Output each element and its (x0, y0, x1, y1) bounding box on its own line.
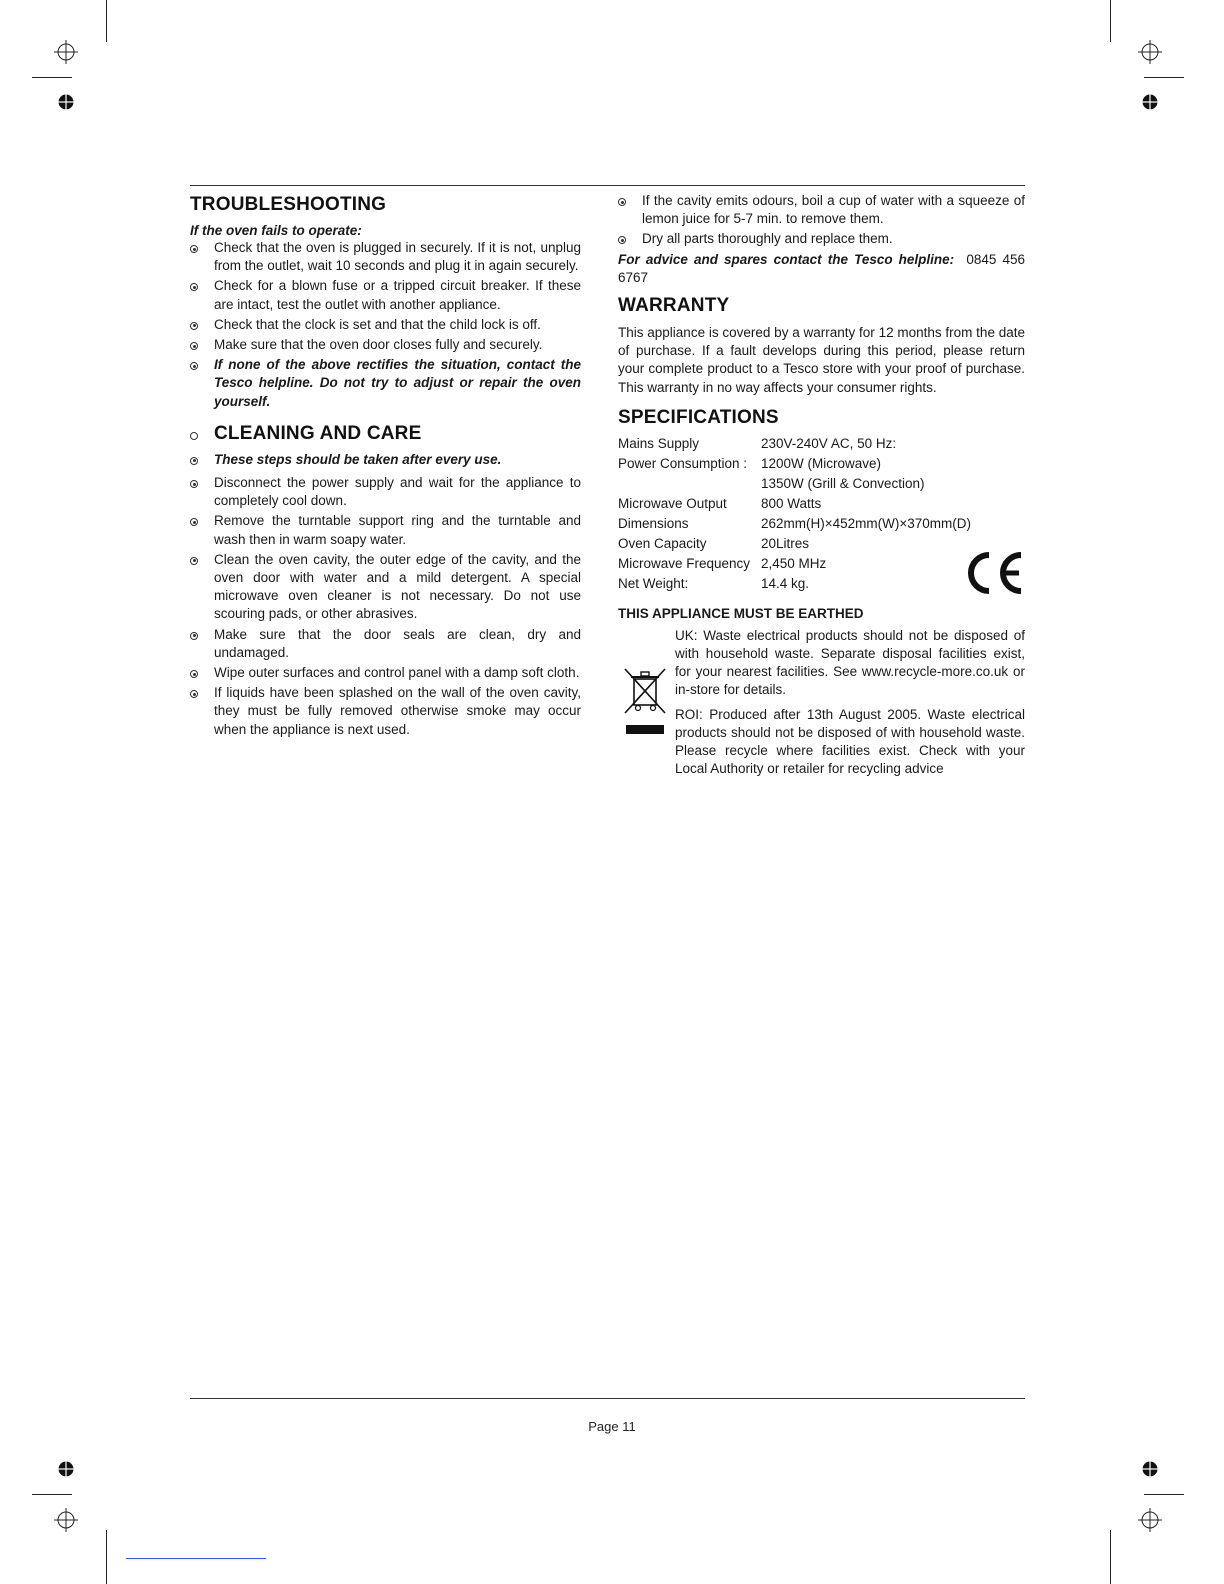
spec-block (618, 434, 1025, 594)
list-item: These steps should be taken after every use. (190, 451, 581, 469)
registration-dot-icon (58, 1461, 74, 1477)
weee-uk-text: UK: Waste electrical products should not be disposed of with household waste. Separate disposal facilities exist, for your nearest facilities. See www.recycle-more.co.uk or in-store for details. (675, 627, 1025, 698)
table-row: 1350W (Grill & Convection) (761, 475, 925, 491)
crop-mark (1110, 1530, 1111, 1584)
list-item: Dry all parts thoroughly and replace them. (618, 230, 1025, 248)
registration-dot-icon (1142, 94, 1158, 110)
right-column (618, 192, 1025, 778)
warranty-text: This appliance is covered by a warranty for 12 months from the date of purchase. If a fault develops during this period, please return your complete product to a Tesco store with your proof of purchase. This warranty in no way affects your consumer rights. (618, 325, 1025, 395)
crop-mark (106, 0, 107, 42)
cleaning-heading: CLEANING AND CARE (214, 422, 422, 444)
bullet-icon (190, 518, 198, 526)
specifications-heading: SPECIFICATIONS (618, 406, 779, 428)
bullet-icon (618, 198, 626, 206)
list-item: Make sure that the oven door closes fully and securely. (190, 336, 581, 354)
helpline-number: 0845 456 6767 (618, 251, 1025, 285)
weee-roi-text: ROI: Produced after 13th August 2005. Waste electrical products should not be disposed of with household waste. Please recycle where facilities exist. Check with your Local Authority or retailer for recycling advice (675, 706, 1025, 777)
table-row: Oven Capacity 20Litres (618, 535, 810, 551)
list-item: Remove the turntable support ring and the turntable and wash then in warm soapy water. (190, 512, 581, 548)
blue-marker-line (126, 1558, 266, 1559)
bottom-rule (190, 1398, 1025, 1399)
registration-dot-icon (58, 94, 74, 110)
table-row: Microwave Output 800 Watts (618, 495, 822, 511)
cleaning-heading-row (190, 423, 581, 445)
spec-table (618, 434, 971, 594)
troubleshooting-list (190, 239, 581, 411)
warranty-heading: WARRANTY (618, 295, 730, 317)
earthed-notice: THIS APPLIANCE MUST BE EARTHED (618, 605, 864, 621)
bullet-icon (190, 432, 198, 440)
list-item: Check for a blown fuse or a tripped circuit breaker. If these are intact, test the outlet with another appliance. (190, 277, 581, 313)
bullet-icon (190, 557, 198, 565)
bullet-icon (190, 670, 198, 678)
table-row: Microwave Frequency 2,450 MHz (618, 555, 827, 571)
list-item: Check that the clock is set and that the child lock is off. (190, 316, 581, 334)
registration-target-icon (54, 40, 78, 64)
troubleshooting-heading: TROUBLESHOOTING (190, 194, 387, 215)
page-number: Page 11 (588, 1419, 636, 1434)
bullet-icon (190, 283, 198, 291)
table-row: Net Weight: 14.4 kg. (618, 575, 810, 591)
crossed-out-bin-icon (622, 665, 668, 737)
crop-mark (1144, 77, 1184, 78)
table-row: Mains Supply 230V-240V AC, 50 Hz: (618, 435, 897, 451)
left-column (190, 192, 581, 741)
bullet-icon (190, 245, 198, 253)
cleaning-list-continued (618, 192, 1025, 249)
cleaning-list (190, 451, 581, 739)
bullet-icon (190, 690, 198, 698)
registration-target-icon (54, 1508, 78, 1532)
bullet-icon (190, 342, 198, 350)
bullet-icon (190, 362, 198, 370)
list-item: Disconnect the power supply and wait for the appliance to completely cool down. (190, 474, 581, 510)
crop-mark (32, 77, 72, 78)
helpline-label: For advice and spares contact the Tesco helpline: (618, 251, 955, 267)
helpline-line (618, 251, 1025, 287)
registration-target-icon (1138, 40, 1162, 64)
table-row: Dimensions 262mm(H)×452mm(W)×370mm(D) (618, 515, 972, 531)
list-item: Wipe outer surfaces and control panel with a damp soft cloth. (190, 664, 581, 682)
list-item: If liquids have been splashed on the wall of the oven cavity, they must be fully removed otherwise smoke may occur when the appliance is next used. (190, 684, 581, 739)
bullet-icon (190, 322, 198, 330)
crop-mark (32, 1494, 72, 1495)
troubleshooting-subheading: If the oven fails to operate: (190, 223, 362, 238)
list-item: If none of the above rectifies the situation, contact the Tesco helpline. Do not try to adjust or repair the oven yourself. (190, 356, 581, 411)
bullet-icon (190, 480, 198, 488)
list-item: Check that the oven is plugged in securely. If it is not, unplug from the outlet, wait 10 seconds and plug it in again securely. (190, 239, 581, 275)
crop-mark (1110, 0, 1111, 42)
bullet-icon (618, 236, 626, 244)
ce-mark-icon (963, 550, 1025, 596)
table-row: Power Consumption : 1200W (Microwave) (618, 455, 882, 471)
crop-mark (106, 1530, 107, 1584)
weee-block (618, 627, 1025, 779)
crop-mark (1144, 1494, 1184, 1495)
list-item: Clean the oven cavity, the outer edge of the cavity, and the oven door with water and a mild detergent. A special microwave oven cleaner is not necessary. Do not use scouring pads, or other abrasives. (190, 551, 581, 624)
registration-target-icon (1138, 1508, 1162, 1532)
list-item: If the cavity emits odours, boil a cup of water with a squeeze of lemon juice for 5-7 min. to remove them. (618, 192, 1025, 228)
top-rule (190, 185, 1025, 186)
list-item: Make sure that the door seals are clean, dry and undamaged. (190, 626, 581, 662)
bullet-icon (190, 632, 198, 640)
registration-dot-icon (1142, 1461, 1158, 1477)
bullet-icon (190, 457, 198, 465)
